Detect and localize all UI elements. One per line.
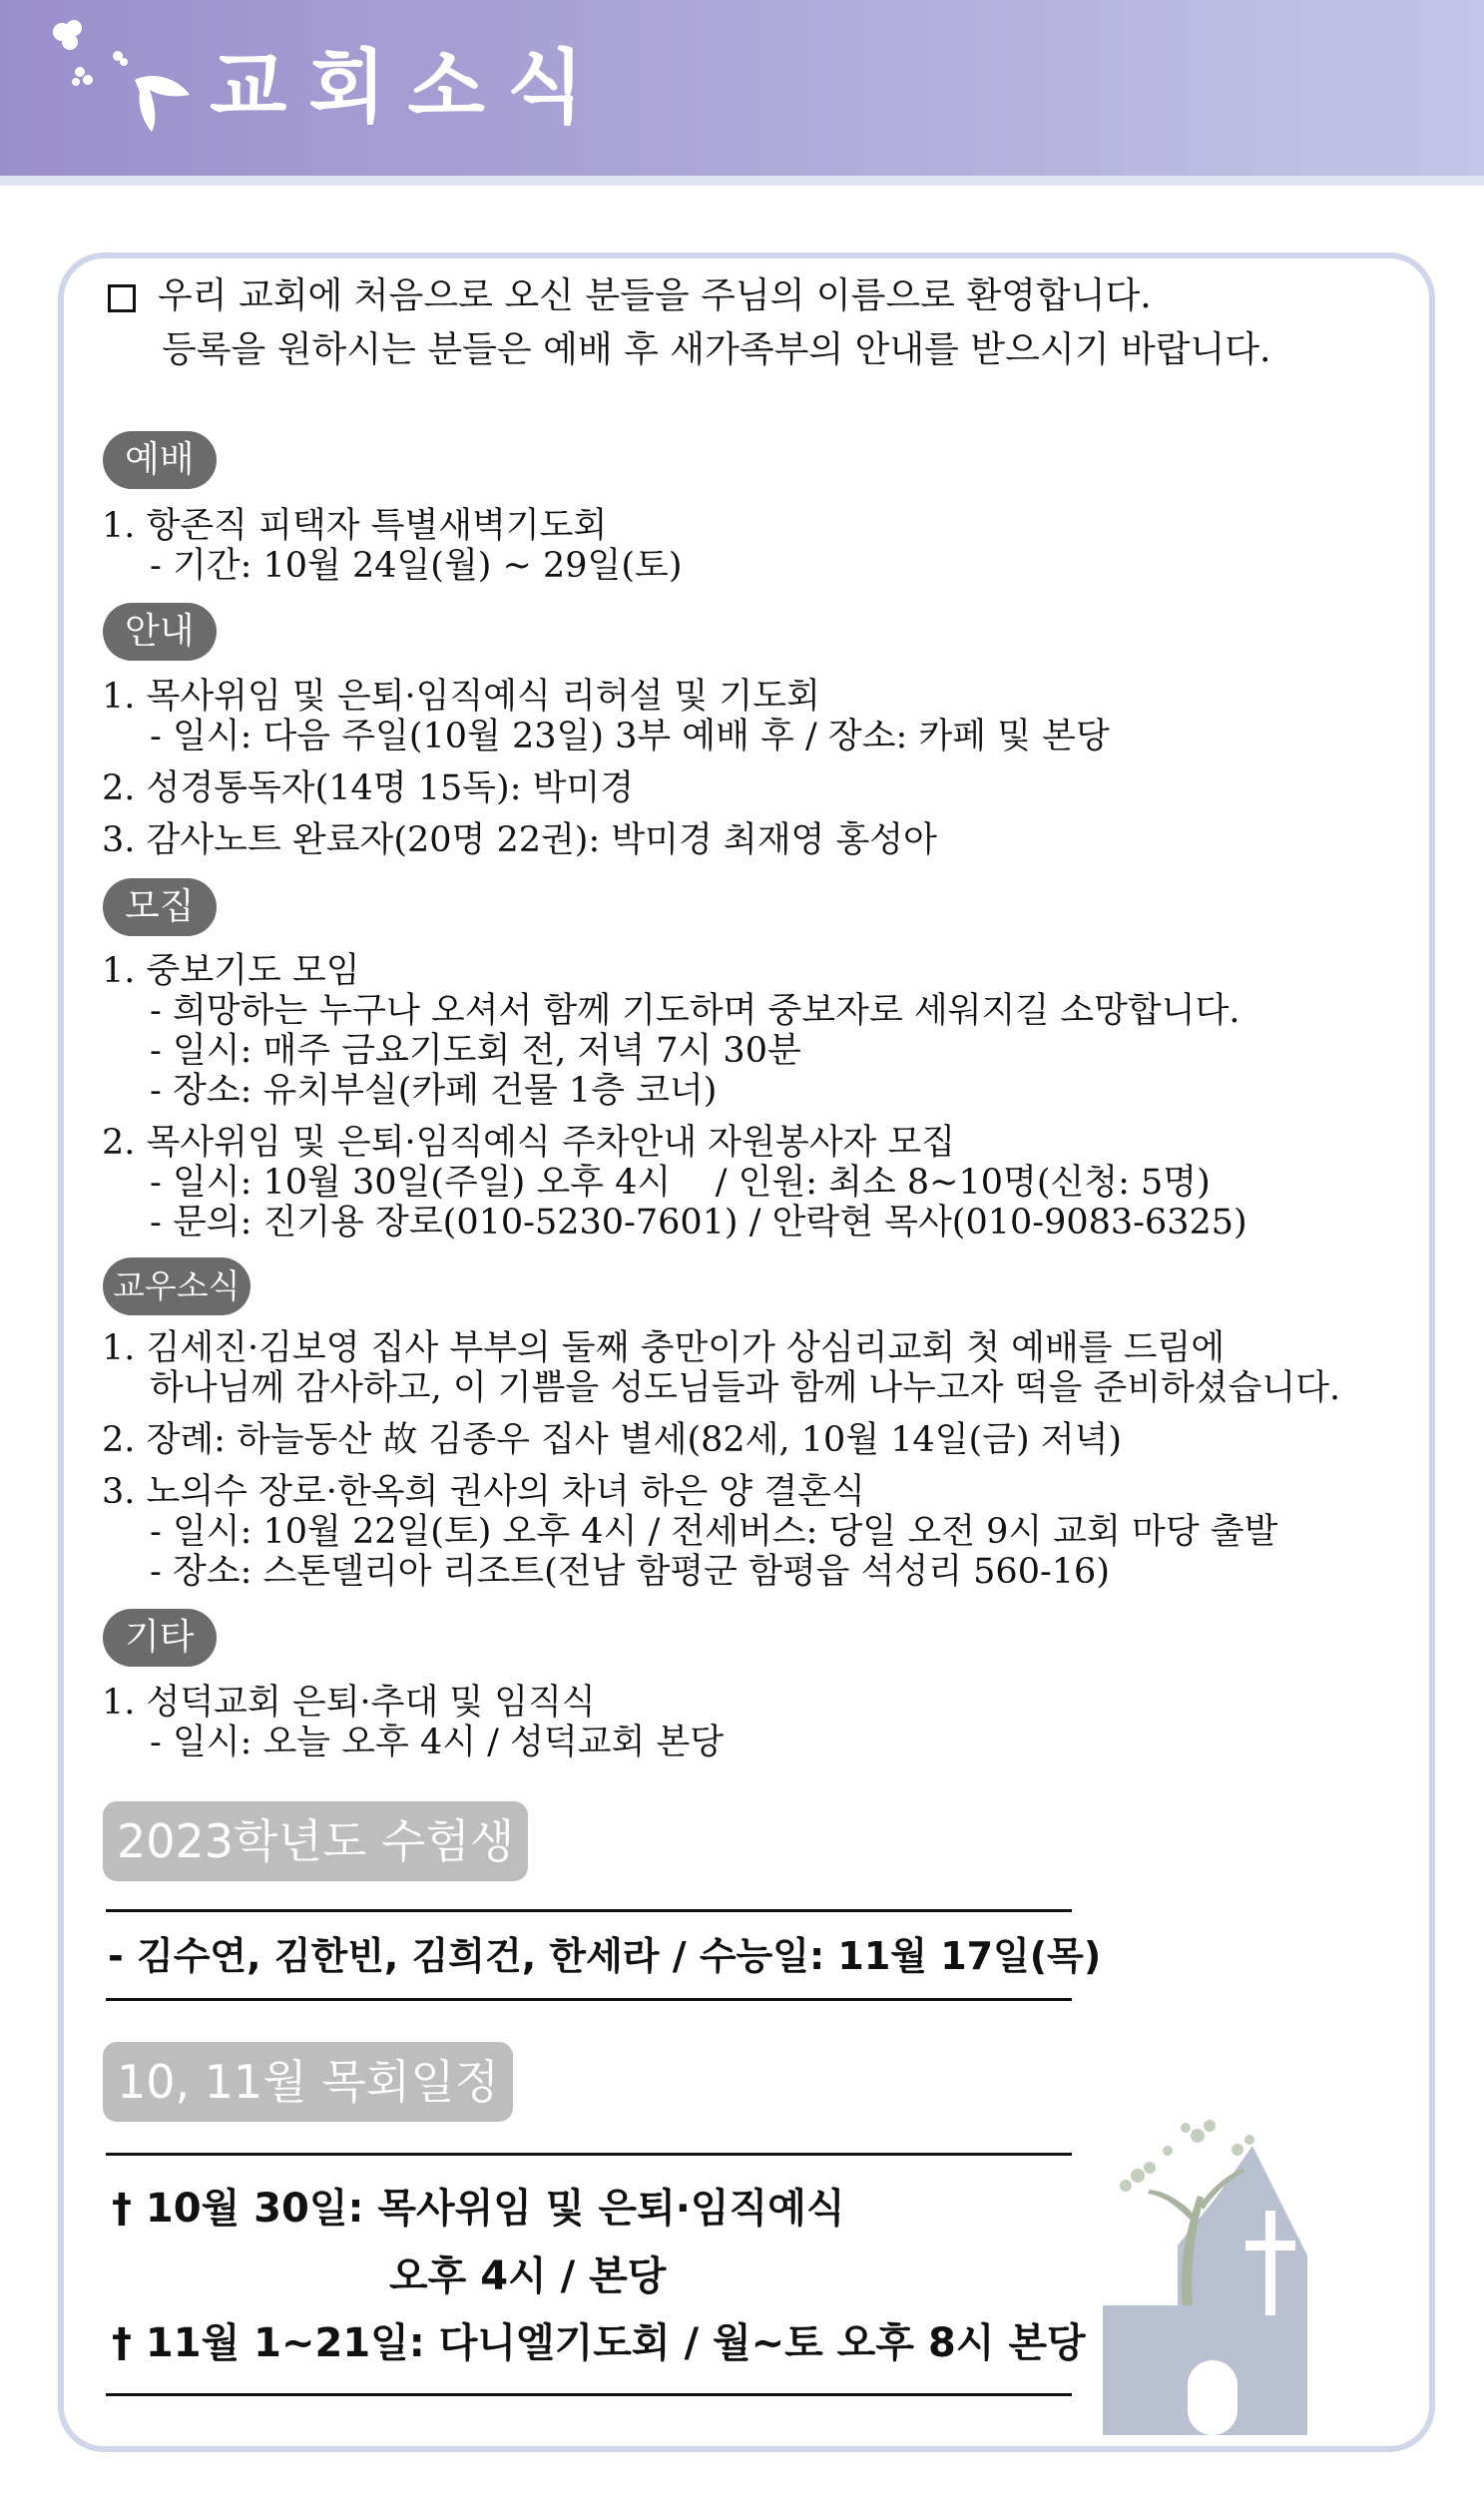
list-subitem: - 장소: 유치부실(카페 건물 1층 코너) bbox=[150, 1071, 718, 1111]
schedule-item-1-detail: 오후 4시 / 본당 bbox=[389, 2253, 667, 2299]
page-title: 교회소식 bbox=[210, 41, 607, 134]
section-tag-worship: 예배 bbox=[103, 431, 217, 489]
etc-list bbox=[102, 1683, 724, 1774]
list-item: 2. 성경통독자(14명 15독): 박미경 bbox=[102, 768, 635, 808]
welcome-notice bbox=[108, 269, 1271, 377]
list-subitem: - 기간: 10월 24일(월) ~ 29일(토) bbox=[150, 546, 683, 586]
recruit-list bbox=[102, 951, 1247, 1254]
section-tag-recruit: 모집 bbox=[103, 878, 217, 936]
list-subitem: - 일시: 오늘 오후 4시 / 성덕교회 본당 bbox=[150, 1723, 725, 1762]
schedule-item-2: † 11월 1~21일: 다니엘기도회 / 월~토 오후 8시 본당 bbox=[112, 2320, 1086, 2366]
divider bbox=[106, 1909, 1072, 1912]
list-subitem: - 일시: 매주 금요기도회 전, 저녁 7시 30분 bbox=[150, 1031, 801, 1071]
list-item: 1. 목사위임 및 은퇴·임직예식 리허설 및 기도회 bbox=[102, 677, 820, 717]
list-item: 2. 장례: 하늘동산 故 김종우 집사 별세(82세, 10월 14일(금) 저녁) bbox=[102, 1420, 1123, 1460]
notice-list bbox=[102, 677, 1110, 872]
schedule-item-1: † 10월 30일: 목사위임 및 은퇴·임직예식 bbox=[112, 2186, 845, 2232]
checkbox-bullet-icon bbox=[108, 284, 136, 312]
list-item: 1. 중보기도 모임 bbox=[102, 951, 360, 991]
worship-list bbox=[102, 506, 682, 598]
list-item: 3. 노의수 장로·한옥희 권사의 차녀 하은 양 결혼식 bbox=[102, 1472, 865, 1512]
section-tag-members: 교우소식 bbox=[103, 1257, 250, 1315]
members-list bbox=[102, 1328, 1340, 1604]
divider bbox=[106, 2153, 1072, 2156]
section-tag-notice: 안내 bbox=[103, 603, 217, 661]
section-tag-etc: 기타 bbox=[103, 1609, 217, 1667]
divider bbox=[106, 2393, 1072, 2396]
list-item: 2. 목사위임 및 은퇴·임직예식 주차안내 자원봉사자 모집 bbox=[102, 1123, 956, 1163]
list-item: 3. 감사노트 완료자(20명 22권): 박미경 최재영 홍성아 bbox=[102, 820, 937, 860]
list-item: 1. 김세진·김보영 집사 부부의 둘째 충만이가 상심리교회 첫 예배를 드림에 bbox=[102, 1328, 1226, 1368]
list-subitem: - 일시: 10월 22일(토) 오후 4시 / 전세버스: 당일 오전 9시 교회 마당 출발 bbox=[150, 1512, 1278, 1552]
divider bbox=[106, 1998, 1072, 2001]
list-item: 1. 성덕교회 은퇴·추대 및 임직식 bbox=[102, 1683, 596, 1723]
exam-students: - 김수연, 김한빈, 김희건, 한세라 / 수능일: 11월 17일(목) bbox=[108, 1934, 1102, 1978]
list-item: 1. 항존직 피택자 특별새벽기도회 bbox=[102, 506, 608, 546]
list-subitem: - 일시: 다음 주일(10월 23일) 3부 예배 후 / 장소: 카페 및 본당 bbox=[150, 717, 1110, 756]
header-underline bbox=[0, 176, 1484, 186]
list-subitem: - 문의: 진기용 장로(010-5230-7601) / 안락현 목사(010-9083-6325) bbox=[150, 1203, 1247, 1243]
church-illustration-icon bbox=[1078, 2106, 1397, 2435]
welcome-line-2: 등록을 원하시는 분들은 예배 후 새가족부의 안내를 받으시기 바랍니다. bbox=[162, 329, 1271, 370]
list-item-continued: 하나님께 감사하고, 이 기쁨을 성도님들과 함께 나누고자 떡을 준비하셨습니다. bbox=[150, 1368, 1341, 1408]
list-subitem: - 일시: 10월 30일(주일) 오후 4시 / 인원: 최소 8~10명(신청: 5명) bbox=[150, 1163, 1211, 1203]
exam-title: 2023학년도 수험생 bbox=[103, 1801, 528, 1881]
schedule-title: 10, 11월 목회일정 bbox=[103, 2042, 513, 2122]
list-subitem: - 희망하는 누구나 오셔서 함께 기도하며 중보자로 세워지길 소망합니다. bbox=[150, 991, 1240, 1031]
list-subitem: - 장소: 스톤델리아 리조트(전남 함평군 함평읍 석성리 560-16) bbox=[150, 1552, 1110, 1592]
welcome-line-1: 우리 교회에 처음으로 오신 분들을 주님의 이름으로 환영합니다. bbox=[158, 275, 1152, 316]
leaf-decoration-icon bbox=[40, 10, 210, 150]
